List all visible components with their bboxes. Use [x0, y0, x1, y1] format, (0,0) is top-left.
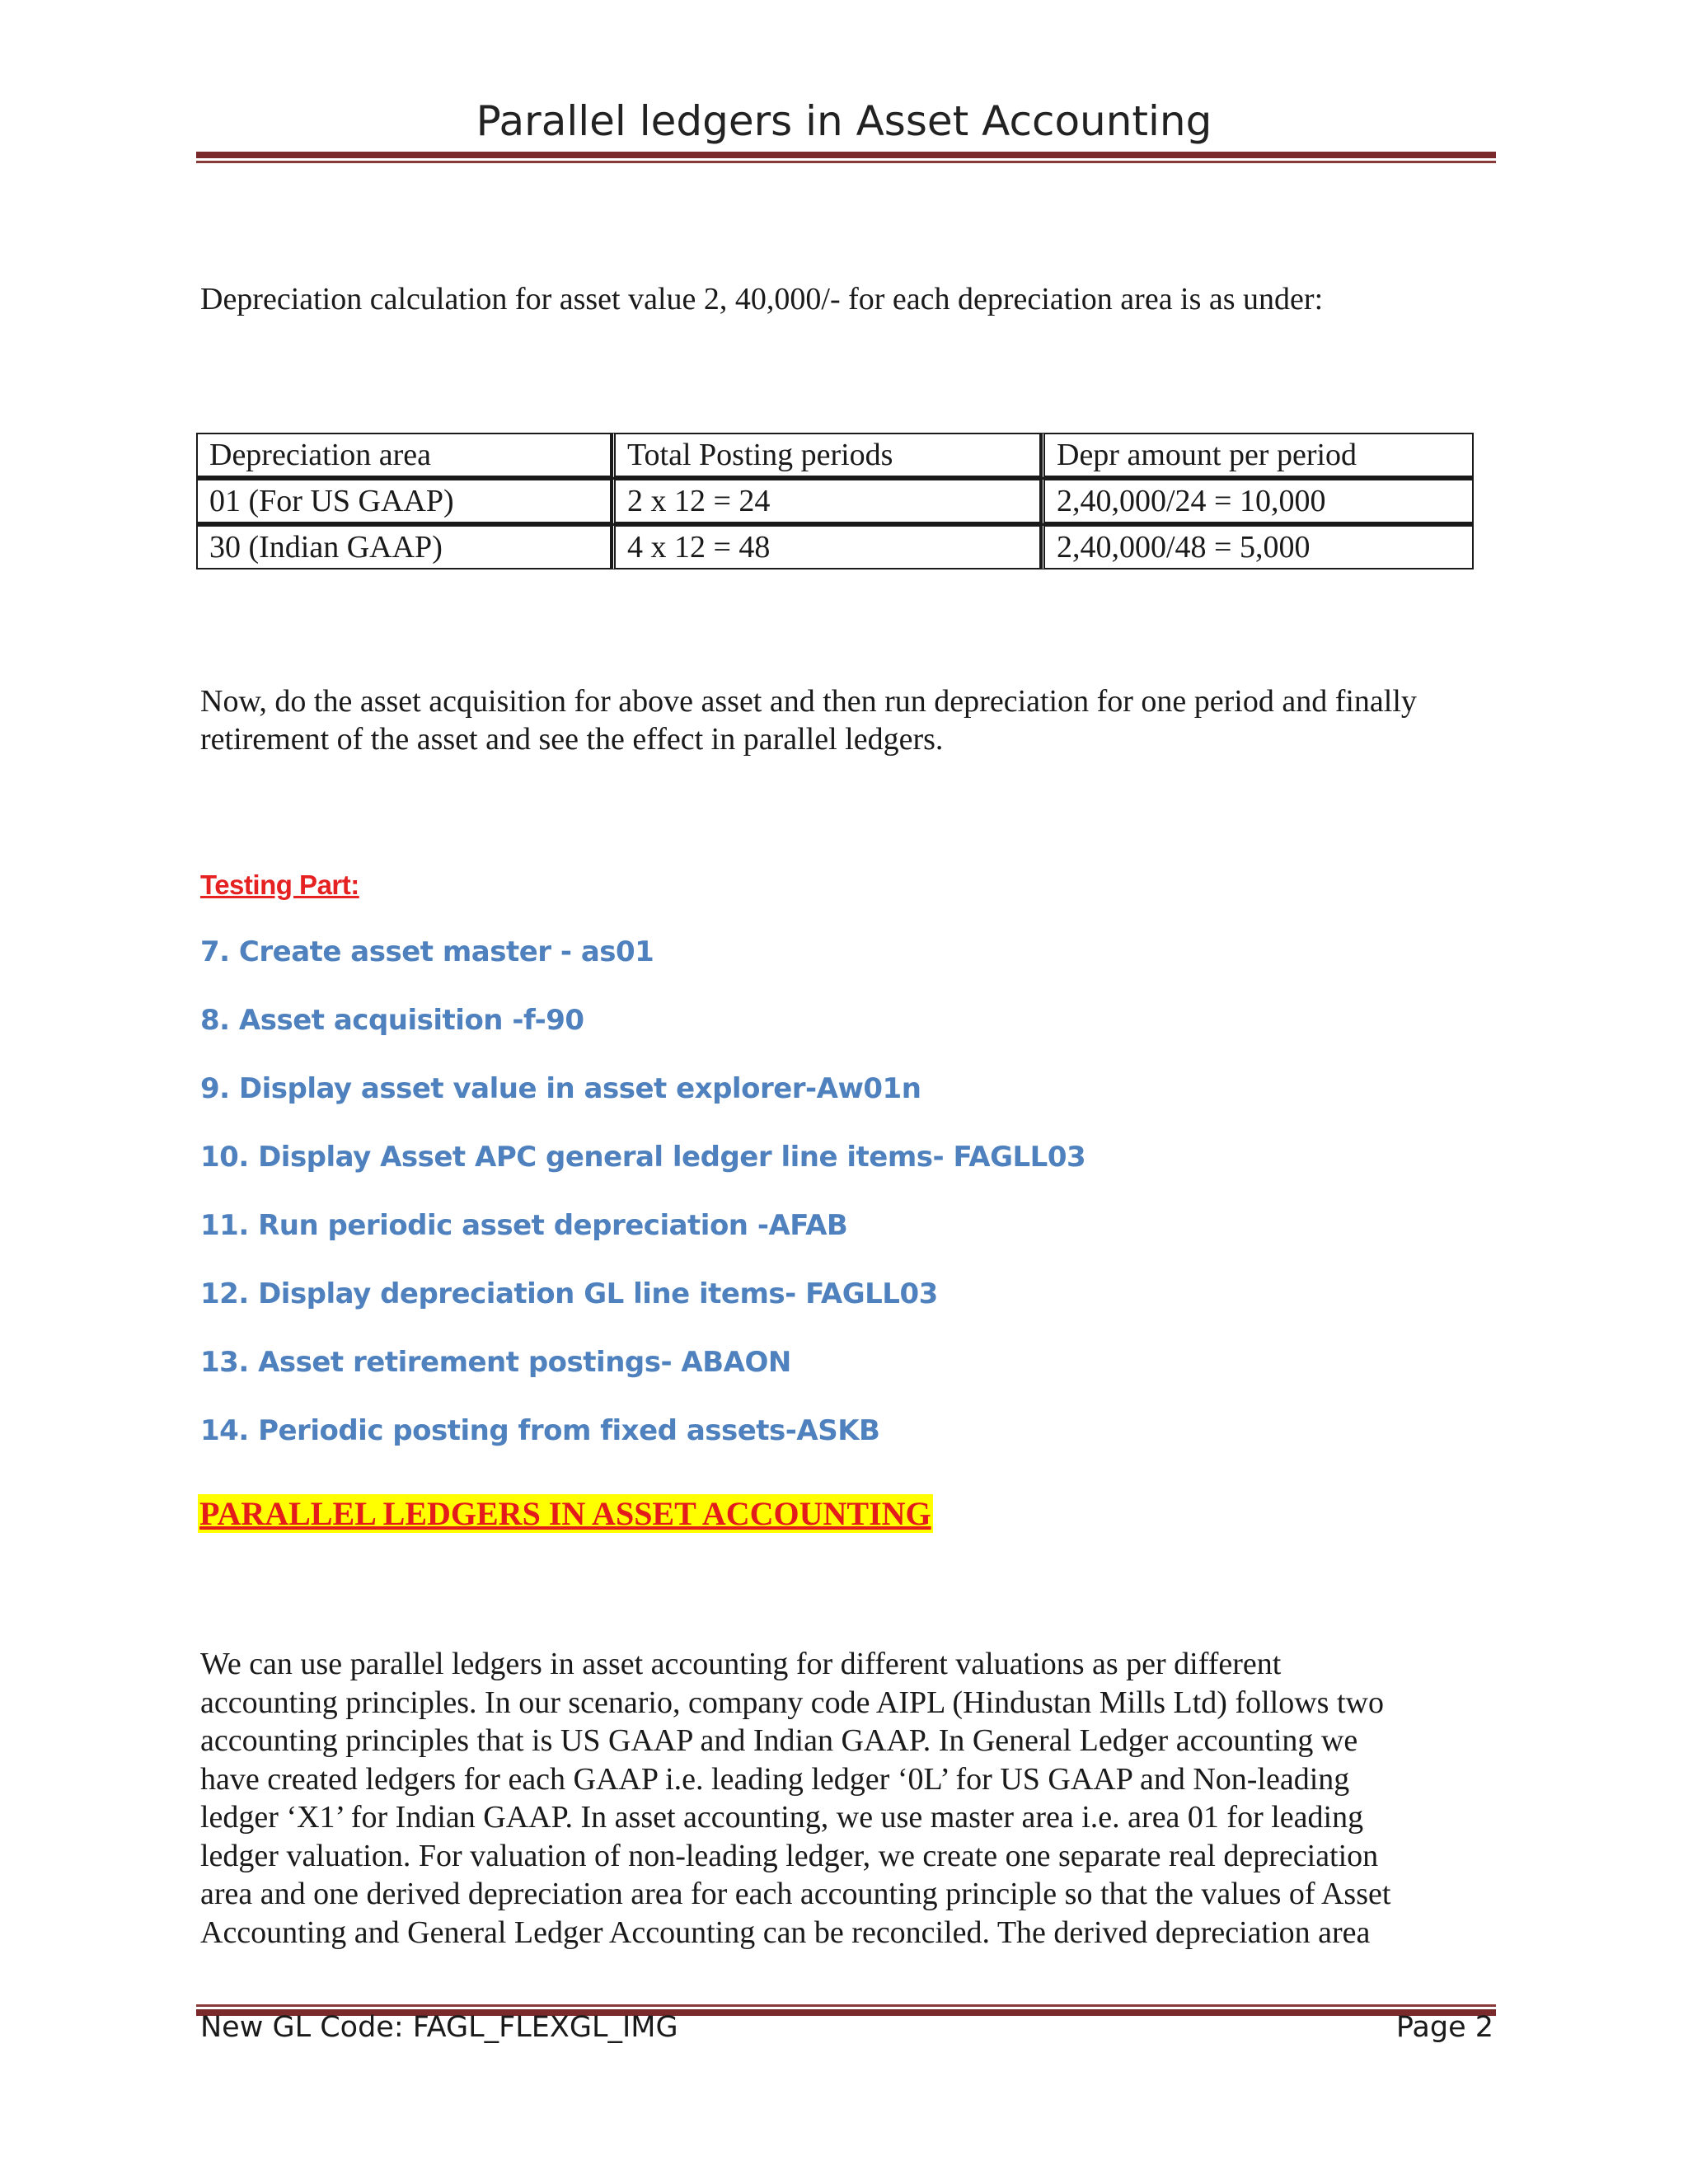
table-header-cell: Depr amount per period — [1041, 433, 1474, 479]
table-cell: 30 (Indian GAAP) — [196, 525, 612, 569]
list-item: 9. Display asset value in asset explorer-Aw01n — [200, 1072, 921, 1105]
intro-paragraph: Depreciation calculation for asset value 2, 40,000/- for each depreciation area is as under: — [200, 282, 1324, 316]
footer-code: New GL Code: FAGL_FLEXGL_IMG — [200, 2011, 678, 2044]
table-header-row — [196, 433, 1474, 479]
footer-rule-thin — [196, 2004, 1496, 2007]
list-item: 14. Periodic posting from fixed assets-ASKB — [200, 1414, 880, 1447]
instruction-paragraph: Now, do the asset acquisition for above asset and then run depreciation for one period and finally retirement of the asset and see the effect in parallel ledgers. — [200, 684, 1417, 757]
header-rule-thin — [196, 161, 1496, 163]
body-line: area and one derived depreciation area for each accounting principle so that the values of Asset — [200, 1877, 1391, 1911]
testing-steps-list — [200, 935, 1085, 1483]
table-cell: 01 (For US GAAP) — [196, 479, 612, 525]
list-item: 8. Asset acquisition -f-90 — [200, 1004, 584, 1037]
body-line: have created ledgers for each GAAP i.e. leading ledger ‘0L’ for US GAAP and Non-leading — [200, 1761, 1350, 1797]
table-header-cell: Depreciation area — [196, 433, 612, 479]
testing-part-label: Testing Part: — [200, 869, 359, 900]
table-cell: 2,40,000/48 = 5,000 — [1041, 525, 1474, 569]
depreciation-table — [196, 433, 1474, 569]
body-paragraph — [200, 1645, 1486, 1952]
table-cell: 2,40,000/24 = 10,000 — [1041, 479, 1474, 525]
list-item: 13. Asset retirement postings- ABAON — [200, 1346, 791, 1379]
body-line: We can use parallel ledgers in asset accounting for different valuations as per different — [200, 1647, 1282, 1681]
list-item: 10. Display Asset APC general ledger line items- FAGLL03 — [200, 1141, 1086, 1174]
table-row — [196, 525, 1474, 569]
body-line: Accounting and General Ledger Accounting can be reconciled. The derived depreciation area — [200, 1915, 1371, 1950]
table-row — [196, 479, 1474, 525]
page-header-title: Parallel ledgers in Asset Accounting — [476, 97, 1212, 145]
list-item: 12. Display depreciation GL line items- FAGLL03 — [200, 1277, 938, 1310]
page-number: Page 2 — [1395, 2011, 1493, 2044]
table-header-cell: Total Posting periods — [612, 433, 1041, 479]
table-cell: 2 x 12 = 24 — [612, 479, 1041, 525]
body-line: ledger ‘X1’ for Indian GAAP. In asset accounting, we use master area i.e. area 01 for leading — [200, 1800, 1364, 1835]
section-heading: PARALLEL LEDGERS IN ASSET ACCOUNTING — [199, 1495, 931, 1532]
body-line: ledger valuation. For valuation of non-leading ledger, we create one separate real depreciation — [200, 1838, 1379, 1873]
header-rule-thick — [196, 152, 1496, 158]
list-item: 11. Run periodic asset depreciation -AFAB — [200, 1209, 848, 1242]
table-cell: 4 x 12 = 48 — [612, 525, 1041, 569]
body-line: accounting principles. In our scenario, company code AIPL (Hindustan Mills Ltd) follows two — [200, 1685, 1384, 1720]
list-item: 7. Create asset master - as01 — [200, 935, 654, 968]
body-line: accounting principles that is US GAAP and Indian GAAP. In General Ledger accounting we — [200, 1723, 1358, 1758]
